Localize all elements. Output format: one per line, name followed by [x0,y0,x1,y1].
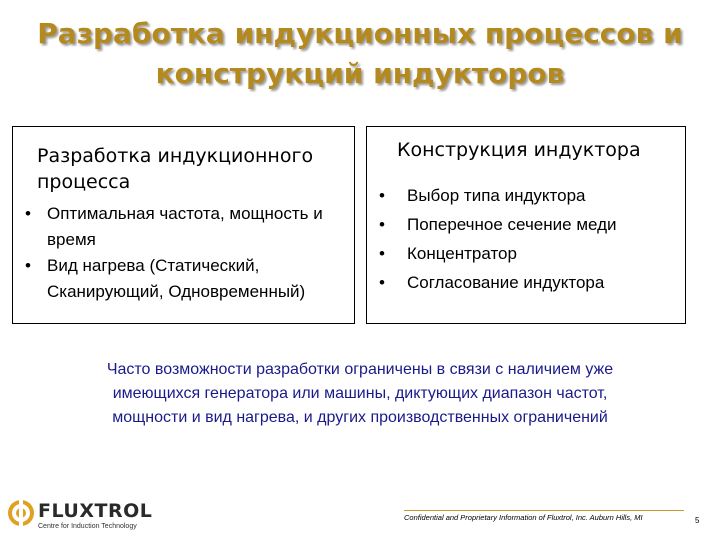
list-item [379,239,685,268]
constraints-note: Часто возможности разработки ограничены в связи с наличием уже имеющихся генератора или машины, диктующих диапазон частот, мощности и вид нагрева, и других производственных ограничений [106,361,614,426]
inductor-design-list [379,181,685,297]
inductor-design-box [366,126,686,324]
bullet-icon: • [379,215,385,234]
logo-tagline: Centre for Induction Technology [38,523,137,530]
list-item-text: Поперечное сечение меди [407,215,617,234]
slide-title: Разработка индукционных процессов и конструкций индукторов [37,17,683,90]
list-item-text: Выбор типа индуктора [407,186,586,205]
bullet-icon: • [379,186,385,205]
list-item-text: Вид нагрева (Статический, Сканирующий, Одновременный) [47,256,306,301]
list-item [25,253,354,305]
process-design-box [12,126,355,324]
page-number: 5 [695,516,700,525]
list-item [25,201,354,253]
logo-wordmark: FLUXTROL [38,500,153,522]
fluxtrol-logo [4,496,153,534]
list-item-text: Концентратор [407,244,517,263]
list-item-text: Оптимальная частота, мощность и время [47,204,323,249]
fluxtrol-emblem-icon [6,498,36,528]
inductor-design-heading: Конструкция индуктора [397,139,641,161]
bullet-icon: • [25,204,31,223]
list-item [379,268,685,297]
list-item [379,181,685,210]
list-item-text: Согласование индуктора [407,273,605,292]
list-item [379,210,685,239]
bullet-icon: • [379,244,385,263]
footer-confidential: Confidential and Proprietary Information of Fluxtrol, Inc. Auburn Hills, MI [404,513,643,522]
footer-divider [404,510,684,511]
bullet-icon: • [25,256,31,275]
bullet-icon: • [379,273,385,292]
process-design-heading: Разработка индукционного процесса [37,145,314,193]
process-design-list [25,201,354,305]
